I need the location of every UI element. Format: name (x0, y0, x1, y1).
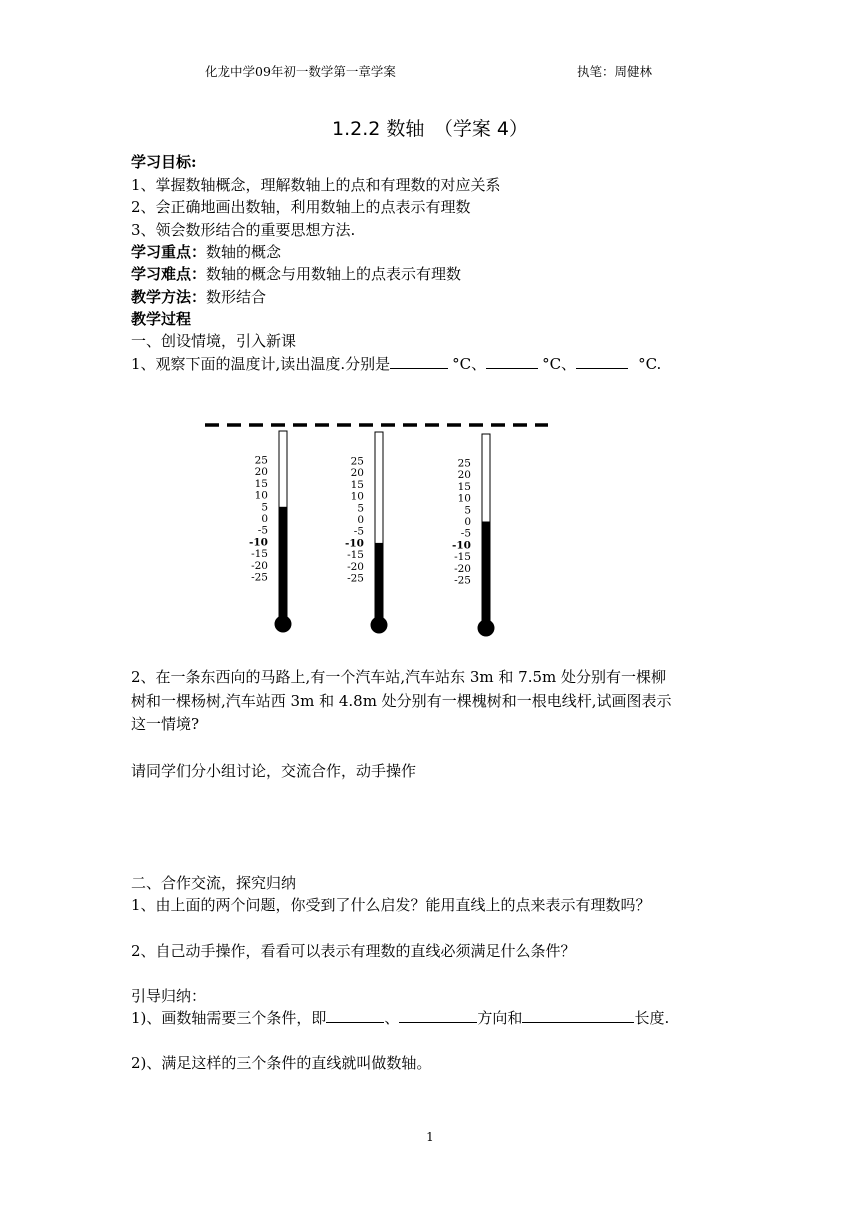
thermometer-group (249, 431, 494, 637)
scale-label: 10 (350, 490, 364, 503)
key-point-label: 学习重点： (131, 243, 207, 261)
discuss-prompt: 请同学们分小组讨论，交流合作，动手操作 (131, 762, 417, 780)
condition-suffix: 长度. (634, 1009, 670, 1027)
scale-label: -20 (251, 559, 268, 572)
scale-label: 5 (261, 501, 268, 514)
scale-label: 15 (350, 478, 364, 491)
thermometer (249, 431, 291, 633)
thermometer (345, 432, 387, 634)
section1-heading: 一、创设情境，引入新课 (131, 332, 297, 350)
condition-blank-2[interactable] (399, 1008, 477, 1023)
process-heading: 教学过程 (131, 310, 192, 328)
scale-label: 25 (350, 455, 364, 468)
unit-2: °C、 (542, 355, 577, 373)
guide-label: 引导归纳： (131, 987, 207, 1005)
scale-label: -5 (257, 524, 268, 537)
thermometer (452, 434, 494, 637)
scale-label: 20 (457, 469, 471, 482)
header-left: 化龙中学09年初一数学第一章学案 (205, 64, 396, 79)
condition-blank-1[interactable] (326, 1008, 384, 1023)
scale-label: 15 (254, 477, 268, 490)
condition-2: 2)、满足这样的三个条件的直线就叫做数轴。 (131, 1054, 432, 1072)
scale-label: -20 (347, 560, 364, 573)
scale-label: 20 (350, 467, 364, 480)
condition-sep: 、 (384, 1009, 400, 1027)
condition-blank-3[interactable] (522, 1008, 634, 1023)
mercury-column (482, 522, 490, 629)
unit-3: °C. (638, 355, 662, 373)
mercury-column (375, 543, 383, 625)
objective-item: 2、会正确地画出数轴，利用数轴上的点表示有理数 (131, 198, 471, 216)
question-2-line: 树和一棵杨树,汽车站西 3m 和 4.8m 处分别有一棵槐树和一根电线杆,试画图表示 (131, 692, 672, 710)
section2-question-2: 2、自己动手操作，看看可以表示有理数的直线必须满足什么条件？ (131, 942, 576, 960)
scale-label: -15 (347, 549, 364, 562)
difficulty-text: 数轴的概念与用数轴上的点表示有理数 (206, 265, 462, 283)
scale-label: 10 (457, 492, 471, 505)
condition-1-text: 1)、画数轴需要三个条件，即 (131, 1009, 327, 1027)
scale-label: 15 (457, 480, 471, 493)
scale-label: -15 (251, 548, 268, 561)
scale-label: 0 (357, 514, 364, 526)
section2-question-1: 1、由上面的两个问题，你受到了什么启发？能用直线上的点来表示有理数吗？ (131, 896, 651, 914)
objective-item: 1、掌握数轴概念，理解数轴上的点和有理数的对应关系 (131, 176, 501, 194)
scale-label: 0 (261, 513, 268, 525)
objectives-heading: 学习目标: (131, 153, 197, 171)
condition-mid: 方向和 (477, 1009, 523, 1027)
mercury-column (279, 507, 287, 624)
objective-item: 3、领会数形结合的重要思想方法. (131, 221, 356, 239)
scale-label: 0 (464, 516, 471, 528)
scale-label: 5 (357, 502, 364, 515)
scale-label: 25 (254, 454, 268, 467)
scale-label: 25 (457, 457, 471, 470)
scale-label: -10 (249, 536, 268, 549)
key-point-text: 数轴的概念 (206, 243, 282, 261)
difficulty-label: 学习难点： (131, 265, 207, 283)
thermometer-bulb (478, 620, 495, 637)
page-number: 1 (426, 1130, 434, 1144)
scale-label: -25 (454, 574, 471, 587)
scale-label: -5 (353, 525, 364, 538)
scale-label: -15 (454, 551, 471, 564)
scale-label: 5 (464, 504, 471, 517)
method-label: 教学方法： (131, 288, 207, 306)
scale-label: -10 (345, 537, 364, 550)
scale-label: 20 (254, 466, 268, 479)
header-right: 执笔：周健林 (577, 64, 653, 79)
scale-label: -25 (347, 572, 364, 585)
scale-label: -20 (454, 562, 471, 575)
scale-label: -25 (251, 571, 268, 584)
thermometer-bulb (371, 617, 388, 634)
unit-1: °C、 (452, 355, 487, 373)
thermometer-bulb (275, 616, 292, 633)
question-2-line: 2、在一条东西向的马路上,有一个汽车站,汽车站东 3m 和 7.5m 处分别有一棵柳 (131, 668, 667, 686)
scale-label: -10 (452, 539, 471, 552)
question-1-text: 1、观察下面的温度计,读出温度.分别是 (131, 355, 391, 373)
question-2-line: 这一情境? (131, 715, 200, 733)
condition-1 (131, 1008, 669, 1028)
scale-label: 10 (254, 489, 268, 502)
method-text: 数形结合 (206, 288, 267, 306)
section2-heading: 二、合作交流，探究归纳 (131, 874, 297, 892)
scale-label: -5 (460, 527, 471, 540)
page-title: 1.2.2 数轴 （学案 4） (331, 118, 528, 140)
